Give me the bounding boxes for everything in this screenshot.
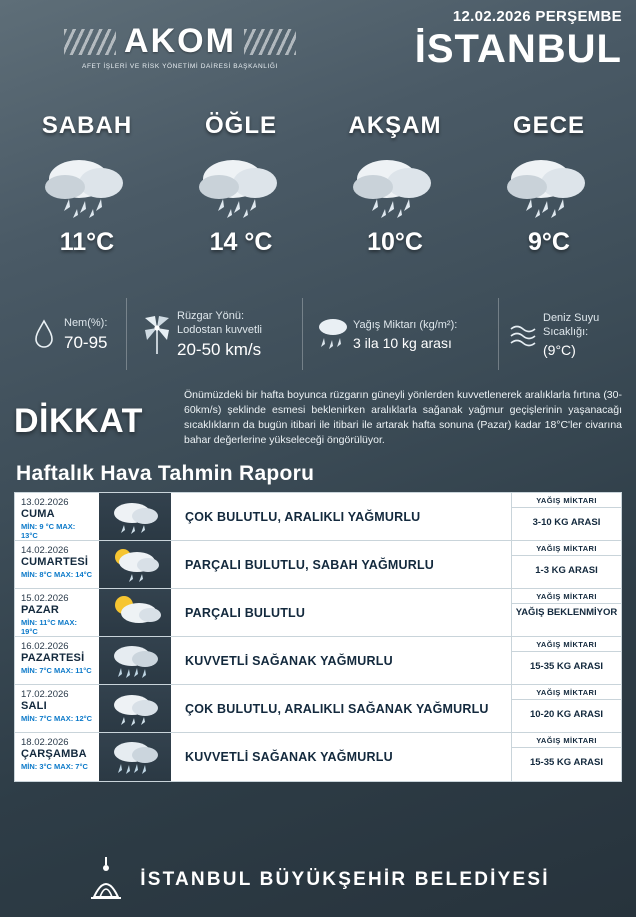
wind-label: Rüzgar Yönü: <box>177 309 245 322</box>
row-date-cell <box>15 685 99 732</box>
rain-header: YAĞIŞ MİKTARI <box>512 685 621 700</box>
page-header <box>0 0 636 104</box>
rain-value: 10-20 KG ARASI <box>529 709 604 720</box>
rain-drops-icon <box>313 314 353 354</box>
rain-header: YAĞIŞ MİKTARI <box>512 541 621 556</box>
row-minmax <box>21 666 94 675</box>
row-min: 7°C <box>39 714 52 723</box>
row-min-label: MİN: <box>21 618 38 627</box>
row-max-label: MAX: <box>56 522 76 531</box>
period-temperature: 14 °C <box>209 228 273 256</box>
row-description: PARÇALI BULUTLU, SABAH YAĞMURLU <box>171 541 511 588</box>
period-sabah <box>12 112 162 257</box>
table-row <box>15 637 621 685</box>
row-rain-cell <box>511 637 621 684</box>
warning-title: DİKKAT <box>14 402 143 440</box>
row-min-label: MİN: <box>21 522 38 531</box>
sun-cloud-icon <box>99 589 171 636</box>
warning-section <box>14 384 622 448</box>
warning-text: Önümüzdeki bir hafta boyunca rüzgarın güneyli yönlerden kuvvetlenerek aralıklarla fırtına (30-60km/s) şeklinde esmesi beklenirken aralıklarla sağanak yağmur geçişlerinin yaşanacağı sıcaklıkların da bugün itibari ile itibari ile artarak hafta sonuna (Pazar) kadar 18°C'ler civarına bahar değerlerine yükseleceği öngörülüyor. <box>184 389 622 446</box>
row-max: 13°C <box>21 531 38 540</box>
row-day: PAZARTESİ <box>21 652 85 664</box>
period-aksam <box>320 112 470 257</box>
rain-cloud-icon <box>166 140 316 226</box>
row-max: 14°C <box>75 570 93 579</box>
row-date-cell <box>15 493 99 540</box>
row-min: 8°C <box>39 570 52 579</box>
precipitation-label: Yağış Miktarı (kg/m²): <box>353 318 458 331</box>
period-temperature: 10°C <box>367 228 423 256</box>
row-min-label: MİN: <box>21 666 38 675</box>
period-label: GECE <box>512 112 585 139</box>
row-min-label: MİN: <box>21 570 38 579</box>
rain-header: YAĞIŞ MİKTARI <box>512 589 621 604</box>
table-row <box>15 685 621 733</box>
akom-logo-text: AKOM <box>124 22 236 60</box>
row-date: 16.02.2026 <box>21 641 69 652</box>
row-min-label: MİN: <box>21 714 38 723</box>
row-description: KUVVETLİ SAĞANAK YAĞMURLU <box>171 637 511 684</box>
row-date: 18.02.2026 <box>21 737 69 748</box>
row-day: SALI <box>21 700 47 712</box>
row-max-label: MAX: <box>57 618 77 627</box>
period-ogle <box>166 112 316 257</box>
waves-icon <box>509 321 543 347</box>
row-day: PAZAR <box>21 604 60 616</box>
footer-text: İSTANBUL BÜYÜKŞEHİR BELEDİYESİ <box>140 869 550 890</box>
row-max: 12°C <box>75 714 93 723</box>
row-rain-cell <box>511 589 621 636</box>
table-row <box>15 493 621 541</box>
row-min: 7°C <box>39 666 52 675</box>
rain-value: 15-35 KG ARASI <box>529 661 604 672</box>
rain-value: 3-10 KG ARASI <box>532 517 601 528</box>
rain-cloud-icon <box>12 140 162 226</box>
row-description: ÇOK BULUTLU, ARALIKLI YAĞMURLU <box>171 493 511 540</box>
rain-value: 1-3 KG ARASI <box>535 565 598 576</box>
wind-sub: Lodostan kuvvetli <box>177 323 262 336</box>
row-date: 17.02.2026 <box>21 689 69 700</box>
row-max: 7°C <box>75 762 88 771</box>
humidity-label: Nem(%): <box>64 316 108 329</box>
period-temperature: 11°C <box>59 228 115 256</box>
row-day: CUMARTESİ <box>21 556 89 568</box>
row-min: 11°C <box>39 618 56 627</box>
row-max: 19°C <box>21 627 38 636</box>
row-minmax <box>21 618 94 636</box>
row-date-cell <box>15 733 99 781</box>
row-max-label: MAX: <box>54 570 74 579</box>
rain-value: YAĞIŞ BEKLENMİYOR <box>515 607 618 618</box>
rain-cloud-icon <box>99 493 171 540</box>
heavy-rain-cloud-icon <box>99 733 171 781</box>
daily-periods <box>0 104 636 284</box>
row-date: 13.02.2026 <box>21 497 69 508</box>
stripes-decoration-right <box>244 29 296 55</box>
rain-header: YAĞIŞ MİKTARI <box>512 493 621 508</box>
row-description: ÇOK BULUTLU, ARALIKLI SAĞANAK YAĞMURLU <box>171 685 511 732</box>
period-temperature: 9°C <box>528 228 570 256</box>
row-minmax <box>21 714 94 723</box>
page-footer <box>0 843 636 917</box>
period-label: AKŞAM <box>348 112 442 139</box>
row-rain-cell <box>511 493 621 540</box>
ibb-logo-icon <box>86 855 126 906</box>
humidity-detail <box>14 298 126 370</box>
row-max-label: MAX: <box>54 666 74 675</box>
row-day: CUMA <box>21 508 55 520</box>
row-minmax <box>21 570 94 579</box>
table-row <box>15 589 621 637</box>
row-minmax <box>21 522 94 540</box>
period-label: SABAH <box>41 112 133 139</box>
row-date-cell <box>15 541 99 588</box>
detail-strip <box>14 290 622 378</box>
akom-logo-subtitle: AFET İŞLERİ VE RİSK YÖNETİMİ DAİRESİ BAŞKANLIĞI <box>82 63 278 70</box>
period-label: ÖĞLE <box>204 112 277 139</box>
rain-value: 15-35 KG ARASI <box>529 757 604 768</box>
sea-temperature-detail <box>498 298 622 370</box>
heavy-rain-cloud-icon <box>99 637 171 684</box>
sea-label: Deniz Suyu Sıcaklığı: <box>543 311 600 338</box>
row-date: 14.02.2026 <box>21 545 69 556</box>
row-min: 9 °C <box>39 522 55 531</box>
row-minmax <box>21 762 94 771</box>
rain-cloud-icon <box>474 140 624 226</box>
row-date-cell <box>15 637 99 684</box>
rain-cloud-icon <box>99 685 171 732</box>
row-max-label: MAX: <box>54 762 74 771</box>
row-date-cell <box>15 589 99 636</box>
wind-detail <box>126 298 302 370</box>
wind-value: 20-50 km/s <box>177 339 262 359</box>
row-min-label: MİN: <box>21 762 38 771</box>
row-description: KUVVETLİ SAĞANAK YAĞMURLU <box>171 733 511 781</box>
row-rain-cell <box>511 685 621 732</box>
droplet-icon <box>24 319 64 349</box>
row-date: 15.02.2026 <box>21 593 69 604</box>
sea-value: (9°C) <box>543 341 576 358</box>
windmill-icon <box>137 312 177 356</box>
row-day: ÇARŞAMBA <box>21 748 87 760</box>
akom-logo <box>30 22 330 70</box>
weekly-forecast-table <box>14 492 622 782</box>
city-title: İSTANBUL <box>414 27 622 71</box>
table-row <box>15 733 621 781</box>
sun-cloud-rain-icon <box>99 541 171 588</box>
row-min: 3°C <box>39 762 52 771</box>
row-rain-cell <box>511 541 621 588</box>
row-max: 11°C <box>75 666 92 675</box>
precipitation-detail <box>302 298 498 370</box>
period-gece <box>474 112 624 257</box>
report-date: 12.02.2026 PERŞEMBE <box>452 8 622 25</box>
row-rain-cell <box>511 733 621 781</box>
table-row <box>15 541 621 589</box>
weekly-report-title: Haftalık Hava Tahmin Raporu <box>16 462 315 485</box>
rain-cloud-icon <box>320 140 470 226</box>
row-description: PARÇALI BULUTLU <box>171 589 511 636</box>
precipitation-value: 3 ila 10 kg arası <box>353 334 452 351</box>
rain-header: YAĞIŞ MİKTARI <box>512 733 621 748</box>
row-max-label: MAX: <box>54 714 74 723</box>
rain-header: YAĞIŞ MİKTARI <box>512 637 621 652</box>
stripes-decoration-left <box>64 29 116 55</box>
humidity-value: 70-95 <box>64 332 108 352</box>
